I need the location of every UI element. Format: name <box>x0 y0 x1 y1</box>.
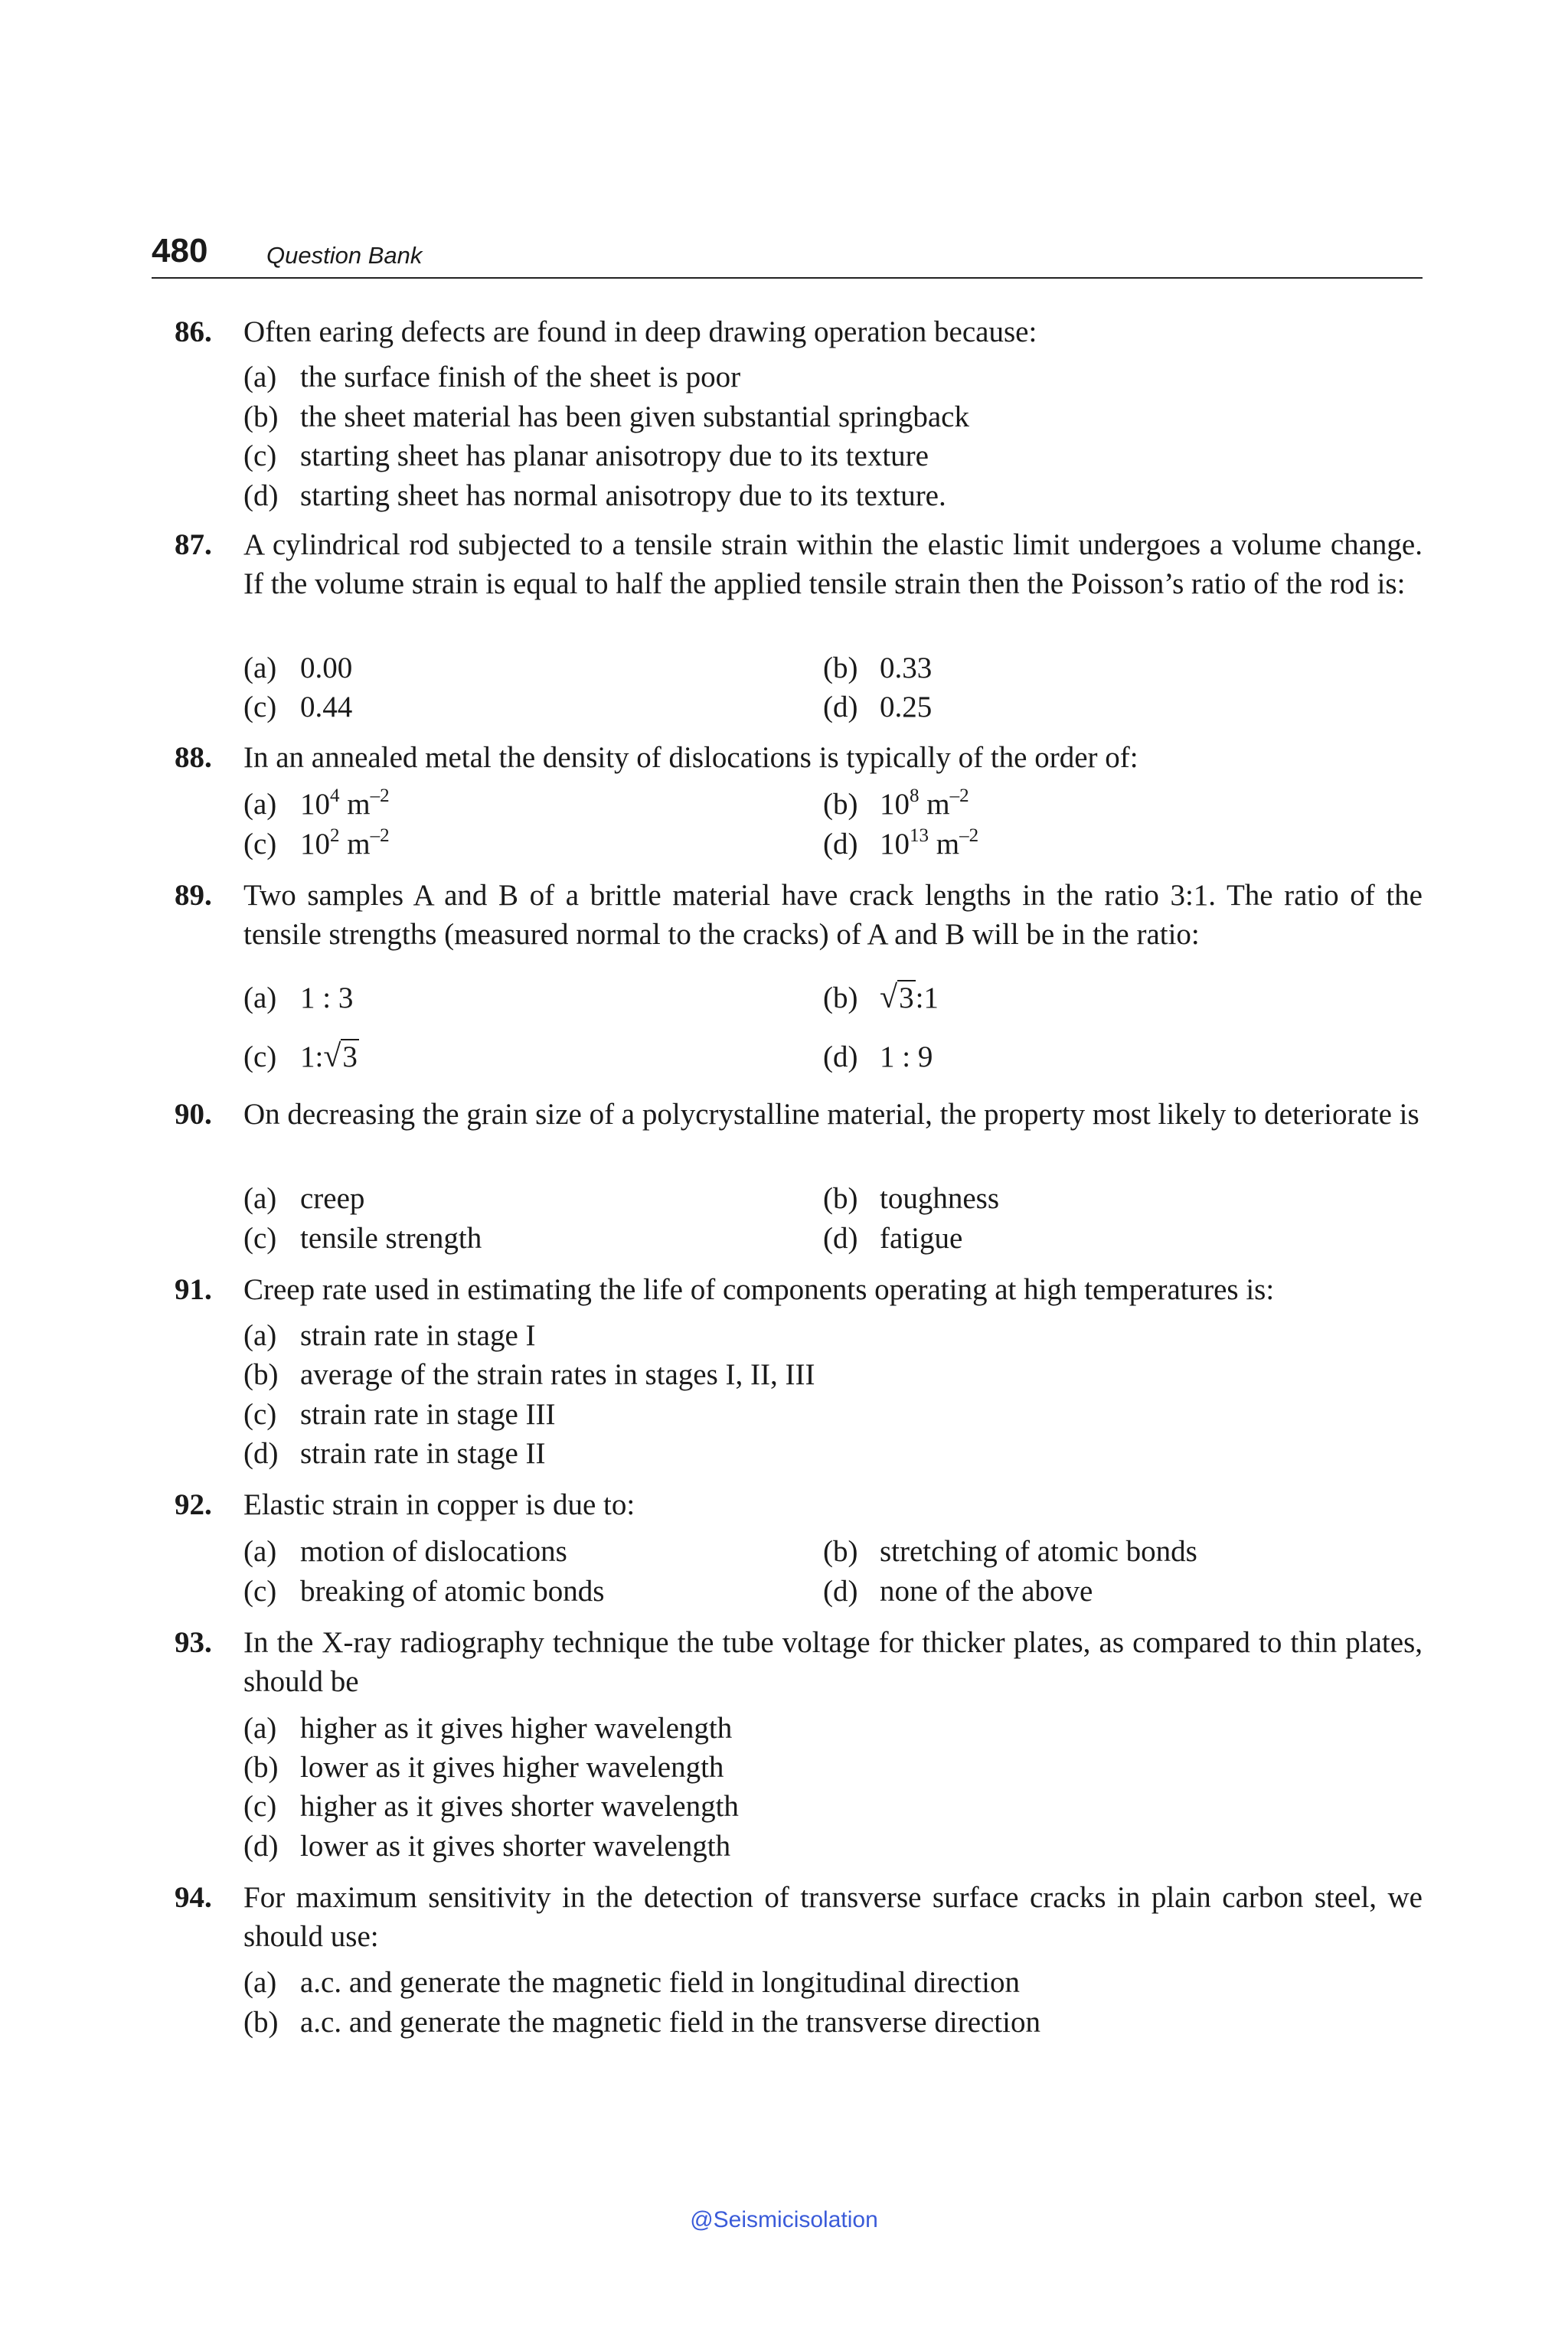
option-text: lower as it gives higher wavelength <box>300 1751 724 1784</box>
question-number: 92. <box>175 1488 212 1521</box>
option-label: (b) <box>823 981 858 1014</box>
option-d <box>823 825 978 867</box>
question-text: A cylindrical rod subjected to a tensile strain within the elastic limit undergoes a volume change. If the volume strain is equal to half the applied tensile strain then the Poisson’s ratio of the rod is: <box>243 528 1423 600</box>
option-unit-exponent: –2 <box>949 785 969 806</box>
option-text: creep <box>300 1182 365 1215</box>
option-text: strain rate in stage I <box>300 1319 536 1352</box>
option-text: breaking of atomic bonds <box>300 1575 605 1608</box>
option-text: tensile strength <box>300 1222 482 1255</box>
option-text: strain rate in stage II <box>300 1437 546 1470</box>
square-root <box>880 978 916 1017</box>
option-label: (c) <box>243 828 277 861</box>
option-text: 0.00 <box>300 652 353 684</box>
option-a <box>243 785 390 828</box>
question-text: Creep rate used in estimating the life of components operating at high temperatures is: <box>243 1273 1275 1306</box>
option-label: (a) <box>243 1966 277 1999</box>
option-label: (d) <box>823 1575 858 1608</box>
question-number: 90. <box>175 1098 212 1131</box>
question-text: For maximum sensitivity in the detection of transverse surface cracks in plain carbon steel, we should use: <box>243 1881 1423 1953</box>
option-exponent: 13 <box>910 825 929 846</box>
option-text: average of the strain rates in stages I, II, III <box>300 1358 815 1391</box>
option-label: (b) <box>823 1182 858 1215</box>
option-label: (b) <box>243 1751 279 1784</box>
option-text: higher as it gives higher wavelength <box>300 1712 733 1745</box>
option-text: starting sheet has planar anisotropy due to its texture <box>300 439 929 472</box>
option-label: (d) <box>243 479 279 512</box>
running-title: Question Bank <box>266 242 423 269</box>
option-label: (c) <box>243 1575 277 1608</box>
option-d <box>823 1572 1093 1611</box>
option-prefix: 1: <box>300 1040 324 1073</box>
question-text: Two samples A and B of a brittle material have crack lengths in the ratio 3:1. The ratio of the tensile strengths (measured normal to the cracks) of A and B will be in the ratio: <box>243 879 1423 951</box>
option-d <box>243 476 946 515</box>
option-base: 10 <box>880 828 910 861</box>
option-text: higher as it gives shorter wavelength <box>300 1790 739 1823</box>
radical-sign-icon: √ <box>323 1039 341 1074</box>
option-c <box>243 825 390 867</box>
option-b <box>823 785 969 828</box>
option-label: (a) <box>243 652 277 684</box>
option-unit-exponent: –2 <box>370 785 390 806</box>
radicand: 3 <box>342 1040 358 1073</box>
option-text: toughness <box>880 1182 999 1215</box>
option-a <box>243 1532 567 1571</box>
option-exponent: 2 <box>330 825 340 846</box>
option-text: starting sheet has normal anisotropy due to its texture. <box>300 479 946 512</box>
question-text: On decreasing the grain size of a polycrystalline material, the property most likely to deteriorate is <box>243 1098 1419 1131</box>
question-text: Often earing defects are found in deep drawing operation because: <box>243 315 1037 348</box>
option-label: (d) <box>823 828 858 861</box>
option-text: a.c. and generate the magnetic field in the transverse direction <box>300 2006 1040 2039</box>
page-header <box>152 230 1423 279</box>
option-b <box>243 397 969 436</box>
option-d <box>823 1219 962 1258</box>
question-text: In the X-ray radiography technique the tube voltage for thicker plates, as compared to thin plates, should be <box>243 1626 1423 1698</box>
option-unit: m <box>926 788 950 821</box>
option-label: (b) <box>823 788 858 821</box>
option-unit: m <box>347 828 371 861</box>
option-label: (c) <box>243 1398 277 1431</box>
option-text: 0.25 <box>880 691 933 723</box>
option-label: (b) <box>823 652 858 684</box>
option-a <box>243 1316 536 1355</box>
option-suffix: :1 <box>915 981 939 1014</box>
option-label: (c) <box>243 691 277 723</box>
option-label: (d) <box>243 1437 279 1470</box>
radical-sign-icon: √ <box>880 980 898 1015</box>
option-label: (c) <box>243 439 277 472</box>
option-text: stretching of atomic bonds <box>880 1535 1197 1568</box>
option-label: (a) <box>243 361 277 394</box>
option-d <box>243 1827 730 1866</box>
option-text: 0.33 <box>880 652 933 684</box>
option-label: (a) <box>243 1712 277 1745</box>
option-b <box>823 648 932 687</box>
question-number: 87. <box>175 528 212 561</box>
option-d <box>823 687 932 727</box>
option-label: (c) <box>243 1790 277 1823</box>
option-label: (c) <box>243 1222 277 1255</box>
page-number: 480 <box>152 232 208 269</box>
option-c <box>243 1787 739 1826</box>
question-number: 89. <box>175 879 212 912</box>
question-number: 93. <box>175 1626 212 1659</box>
question-text: Elastic strain in copper is due to: <box>243 1488 635 1521</box>
option-c <box>243 687 352 727</box>
option-unit: m <box>936 828 960 861</box>
option-c <box>243 1219 482 1258</box>
option-c <box>243 436 929 475</box>
option-a <box>243 1179 364 1218</box>
option-label: (d) <box>243 1830 279 1863</box>
option-a <box>243 1709 732 1748</box>
option-text: the surface finish of the sheet is poor <box>300 361 741 394</box>
option-unit-exponent: –2 <box>370 825 390 846</box>
option-label: (d) <box>823 691 858 723</box>
option-text: 1 : 9 <box>880 1040 933 1073</box>
option-a <box>243 978 353 1017</box>
option-a <box>243 648 352 687</box>
option-text: a.c. and generate the magnetic field in longitudinal direction <box>300 1966 1020 1999</box>
question-number: 94. <box>175 1881 212 1914</box>
option-label: (a) <box>243 1535 277 1568</box>
option-label: (b) <box>243 1358 279 1391</box>
option-d <box>823 1037 933 1076</box>
option-exponent: 8 <box>910 785 920 806</box>
option-label: (a) <box>243 788 277 821</box>
option-b <box>823 1179 999 1218</box>
option-unit: m <box>347 788 371 821</box>
question-number: 91. <box>175 1273 212 1306</box>
option-exponent: 4 <box>330 785 340 806</box>
option-b <box>823 978 939 1017</box>
option-label: (b) <box>243 2006 279 2039</box>
option-base: 10 <box>880 788 910 821</box>
option-base: 10 <box>300 828 330 861</box>
option-b <box>243 2003 1040 2042</box>
radicand: 3 <box>899 981 914 1014</box>
square-root <box>323 1037 359 1076</box>
option-a <box>243 358 740 397</box>
option-label: (c) <box>243 1040 277 1073</box>
watermark: @Seismicisolation <box>690 2207 878 2232</box>
option-text: 0.44 <box>300 691 353 723</box>
option-label: (a) <box>243 981 277 1014</box>
question-text: In an annealed metal the density of dislocations is typically of the order of: <box>243 741 1138 774</box>
option-d <box>243 1434 546 1473</box>
option-text: 1 : 3 <box>300 981 354 1014</box>
option-label: (d) <box>823 1222 858 1255</box>
option-b <box>243 1355 815 1394</box>
option-b <box>243 1748 724 1787</box>
option-base: 10 <box>300 788 330 821</box>
option-c <box>243 1395 556 1434</box>
option-text: the sheet material has been given substantial springback <box>300 400 969 433</box>
option-b <box>823 1532 1197 1571</box>
option-text: none of the above <box>880 1575 1093 1608</box>
option-unit-exponent: –2 <box>959 825 979 846</box>
option-label: (b) <box>243 400 279 433</box>
option-text: lower as it gives shorter wavelength <box>300 1830 731 1863</box>
question-number: 86. <box>175 315 212 348</box>
option-label: (a) <box>243 1319 277 1352</box>
option-text: fatigue <box>880 1222 963 1255</box>
option-label: (b) <box>823 1535 858 1568</box>
question-number: 88. <box>175 741 212 774</box>
option-label: (d) <box>823 1040 858 1073</box>
option-label: (a) <box>243 1182 277 1215</box>
option-text: motion of dislocations <box>300 1535 567 1568</box>
option-text: strain rate in stage III <box>300 1398 556 1431</box>
option-a <box>243 1963 1020 2002</box>
option-c <box>243 1572 604 1611</box>
option-c <box>243 1037 359 1076</box>
